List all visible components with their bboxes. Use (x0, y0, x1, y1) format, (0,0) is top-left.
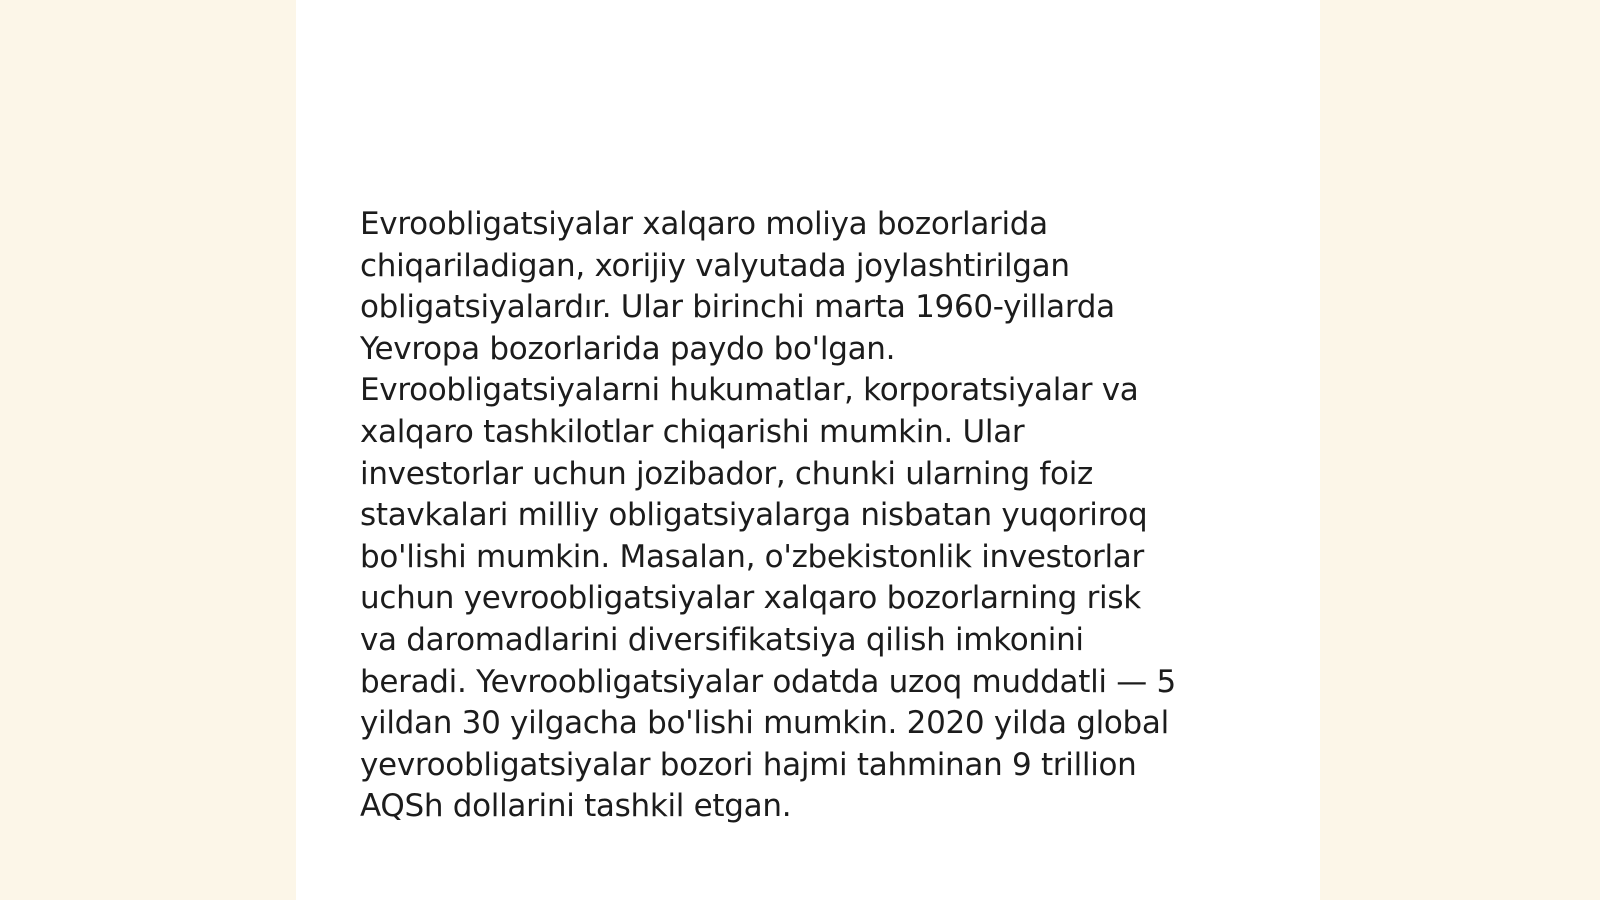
slide-canvas (296, 0, 1320, 900)
backdrop-left (0, 0, 296, 900)
slide-body-text: Evroobligatsiyalar xalqaro moliya bozorlarida chiqariladigan, xorijiy valyutada joylashtirilgan obligatsiyalardır. Ular birinchi marta 1960-yillarda Yevropa bozorlarida paydo bo'lgan. Evroobligatsiyalarni hukumatlar, korporatsiyalar va xalqaro tashkilotlar chiqarishi mumkin. Ular investorlar uchun jozibador, chunki ularning foiz stavkalari milliy obligatsiyalarga nisbatan yuqoriroq bo'lishi mumkin. Masalan, o'zbekistonlik investorlar uchun yevroobligatsiyalar xalqaro bozorlarning risk va daromadlarini diversifikatsiya qilish imkonini beradi. Yevroobligatsiyalar odatda uzoq muddatli — 5 yildan 30 yilgacha bo'lishi mumkin. 2020 yilda global yevroobligatsiyalar bozori hajmi tahminan 9 trillion AQSh dollarini tashkil etgan. (360, 206, 1176, 825)
backdrop-right (1320, 0, 1600, 900)
